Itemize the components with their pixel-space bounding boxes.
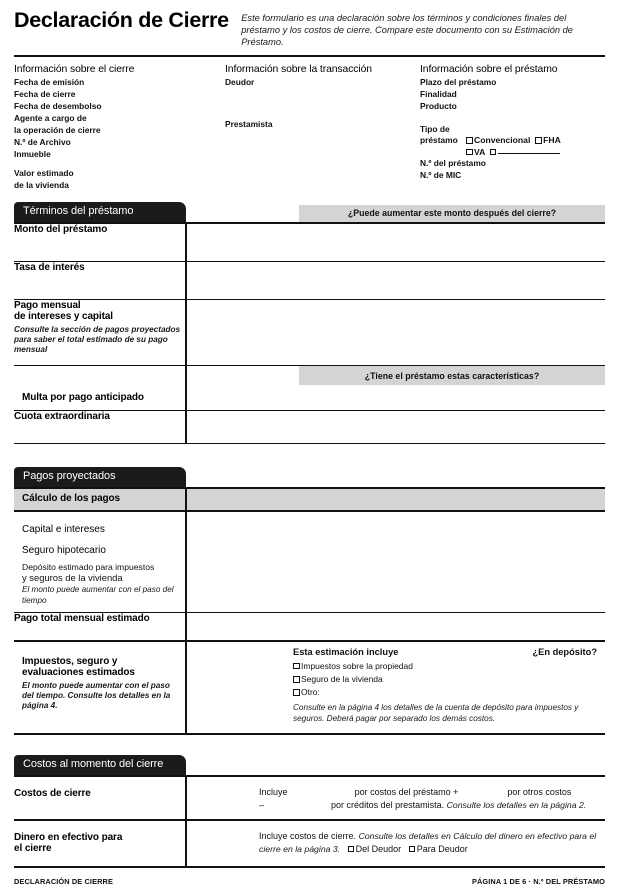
row-label-closing-costs <box>14 777 186 820</box>
table-row <box>14 366 605 411</box>
row-value-payment-components[interactable] <box>186 511 605 613</box>
document-subtitle: Este formulario es una declaración sobre los términos y condiciones finales del préstamo y los costos de cierre. Compare este documento con su Estimación de Préstamo. <box>241 13 573 48</box>
row-label-interest-rate <box>14 262 186 300</box>
row-value-cash-to-close <box>186 820 605 866</box>
row-label-payment-calculation <box>14 489 186 511</box>
closing-costs-bottom-rule <box>14 866 605 868</box>
checkbox-va-icon[interactable] <box>466 149 473 156</box>
loan-type-options-row2 <box>466 147 561 159</box>
row-value-prepayment-penalty[interactable] <box>186 366 605 411</box>
label-text: Tasa de interés <box>14 262 85 274</box>
label-text: Cuota extraordinaria <box>14 411 110 423</box>
table-row <box>14 777 605 820</box>
section-tab-projected-payments: Pagos proyectados <box>14 467 186 487</box>
table-row <box>14 613 605 641</box>
section-projected-payments <box>14 466 605 735</box>
loan-terms-table <box>14 224 605 443</box>
text-see-page-3: Consulte los detalles en Cálculo del dinero en efectivo para el cierre en la página 3. <box>259 830 597 854</box>
loan-type-label <box>420 124 466 147</box>
field-fecha-emision: Fecha de emisión <box>14 77 85 88</box>
spacer <box>225 89 420 119</box>
text-incluye: Incluye <box>259 786 288 797</box>
info-column-closing <box>14 64 225 191</box>
field-inmueble: Inmueble <box>14 148 51 159</box>
checkbox-other[interactable] <box>293 686 597 699</box>
checkbox-property-taxes[interactable] <box>293 660 597 673</box>
option-convencional: Convencional <box>474 135 531 145</box>
checkbox-other-icon[interactable] <box>293 689 300 696</box>
checkbox-homeowners-insurance[interactable] <box>293 673 597 686</box>
field-prestamista: Prestamista <box>225 119 273 130</box>
label-taxes-line1: Impuestos, seguro y <box>22 655 118 667</box>
label-escrow-note: El monto puede aumentar con el paso del tiempo <box>22 585 174 605</box>
field-plazo-prestamo: Plazo del préstamo <box>420 77 497 88</box>
row-value-total-monthly[interactable] <box>186 613 605 641</box>
label-escrow-line1: Depósito estimado para impuestos <box>22 561 155 572</box>
section-spacer <box>14 444 605 466</box>
text-other-costs: por otros costos <box>507 786 572 797</box>
row-value-taxes-insurance <box>186 641 605 733</box>
page-footer <box>14 868 605 886</box>
label-to-borrower: Para Deudor <box>416 843 468 854</box>
field-producto: Producto <box>420 101 457 112</box>
closing-costs-header <box>14 754 605 775</box>
label-from-borrower: Del Deudor <box>355 843 402 854</box>
table-row <box>14 511 605 613</box>
row-value-closing-costs <box>186 777 605 820</box>
info-columns <box>14 57 605 191</box>
info-column-loan <box>420 64 605 191</box>
row-label-loan-amount <box>14 224 186 262</box>
projected-payments-header <box>14 466 605 487</box>
section-tab-closing-costs: Costos al momento del cierre <box>14 755 186 775</box>
section-spacer <box>14 735 605 754</box>
label-taxes-note: El monto puede aumentar con el paso del tiempo. Consulte los detalles en la página 4. <box>22 680 171 710</box>
cash-to-close-detail <box>187 830 597 856</box>
field-deudor: Deudor <box>225 77 255 88</box>
field-operacion-cierre: la operación de cierre <box>14 124 101 135</box>
info-transaction-heading: Información sobre la transacción <box>225 64 372 76</box>
loan-terms-header <box>14 201 605 222</box>
field-valor-estimado-l1: Valor estimado <box>14 167 74 178</box>
spacer <box>420 113 605 124</box>
label-text-line1: Pago mensual <box>14 300 81 312</box>
closing-costs-detail <box>187 786 597 812</box>
banner-loan-features: ¿Tiene el préstamo estas características? <box>299 366 605 385</box>
field-numero-archivo: N.º de Archivo <box>14 136 71 147</box>
info-closing-heading: Información sobre el cierre <box>14 64 135 76</box>
field-fecha-cierre: Fecha de cierre <box>14 89 76 100</box>
checkbox-from-borrower-icon[interactable] <box>348 846 355 853</box>
checkbox-convencional-icon[interactable] <box>466 137 473 144</box>
label-text-line2: el cierre <box>14 842 52 854</box>
projected-payments-table <box>14 489 605 733</box>
escrow-footnote: Consulte en la página 4 los detalles de la cuenta de depósito para impuestos y seguros. Deberá pagar por separado los demás costos. <box>293 703 579 723</box>
title-block <box>14 0 605 48</box>
section-loan-terms <box>14 201 605 444</box>
table-row <box>14 411 605 443</box>
loan-type-options <box>466 124 561 158</box>
label-in-escrow: ¿En depósito? <box>532 646 597 657</box>
loan-type-row <box>420 124 605 158</box>
option-fha: FHA <box>543 135 561 145</box>
checkbox-label: Otro: <box>301 687 320 698</box>
escrow-heading-row <box>293 647 597 660</box>
closing-costs-line2 <box>259 799 597 812</box>
field-numero-prestamo: N.º del préstamo <box>420 158 486 169</box>
label-principal-interest: Capital e intereses <box>22 523 105 535</box>
row-label-cash-to-close <box>14 820 186 866</box>
loan-terms-bottom-rule <box>14 443 605 444</box>
closing-costs-line1 <box>259 786 597 799</box>
table-row <box>14 641 605 733</box>
row-label-monthly-payment <box>14 300 186 366</box>
field-valor-estimado-l2: de la vivienda <box>14 179 69 190</box>
checkbox-label: Seguro de la vivienda <box>301 674 383 684</box>
closing-costs-table <box>14 777 605 866</box>
row-label-balloon-payment <box>14 411 186 443</box>
checkbox-fha-icon[interactable] <box>535 137 542 144</box>
text-see-page-2: Consulte los detalles en la página 2. <box>446 799 587 810</box>
row-label-total-monthly <box>14 613 186 641</box>
row-label-prepayment-penalty <box>14 366 186 411</box>
field-fecha-desembolso: Fecha de desembolso <box>14 101 102 112</box>
table-row <box>14 224 605 262</box>
section-tab-loan-terms: Términos del préstamo <box>14 202 186 222</box>
text-loan-costs: por costos del préstamo + <box>354 786 459 797</box>
checkbox-other-icon[interactable] <box>490 149 497 156</box>
row-label-payment-components <box>14 511 186 613</box>
row-value-monthly-payment[interactable] <box>186 300 605 366</box>
footer-right: PÁGINA 1 DE 6 · N.º DEL PRÉSTAMO <box>471 876 605 886</box>
table-row <box>14 820 605 866</box>
row-value-balloon-payment[interactable] <box>186 411 605 443</box>
loan-type-label-line2: préstamo <box>420 135 458 146</box>
label-note: Consulte la sección de pagos proyectados para saber el total estimado de su pago mensual <box>14 325 181 355</box>
label-taxes-line2: evaluaciones estimados <box>22 666 135 678</box>
table-row <box>14 262 605 300</box>
checkbox-property-taxes-icon[interactable] <box>293 663 300 670</box>
label-mortgage-insurance: Seguro hipotecario <box>22 544 106 556</box>
row-label-taxes-insurance <box>14 641 186 733</box>
info-column-transaction <box>225 64 420 191</box>
loan-type-options-row1 <box>466 135 561 147</box>
field-agente-cargo: Agente a cargo de <box>14 113 87 123</box>
projected-payments-bottom-rule <box>14 733 605 735</box>
checkbox-to-borrower-icon[interactable] <box>409 846 416 853</box>
label-text: Monto del préstamo <box>14 223 108 235</box>
text-includes-closing-costs: Incluye costos de cierre. <box>259 830 357 841</box>
option-va: VA <box>474 146 485 157</box>
row-value-payment-calculation[interactable] <box>186 489 605 511</box>
checkbox-homeowners-insurance-icon[interactable] <box>293 676 300 683</box>
row-value-loan-amount[interactable] <box>186 224 605 262</box>
footer-left: DECLARACIÓN DE CIERRE <box>14 876 114 886</box>
label-escrow-line2: y seguros de la vivienda <box>22 572 123 584</box>
label-text-line2: de intereses y capital <box>14 311 113 323</box>
section-closing-costs <box>14 754 605 868</box>
label-text-line1: Dinero en efectivo para <box>14 831 123 843</box>
field-finalidad: Finalidad <box>420 89 457 100</box>
field-numero-mic: N.º de MIC <box>420 170 462 181</box>
label-text: Cálculo de los pagos <box>22 492 121 504</box>
label-text: Pago total mensual estimado <box>14 613 150 625</box>
page-title: Declaración de Cierre <box>14 8 229 32</box>
escrow-detail-block <box>187 647 597 725</box>
info-loan-heading: Información sobre el préstamo <box>420 64 558 76</box>
loan-type-label-line1: Tipo de <box>420 124 450 134</box>
spacer <box>14 161 225 168</box>
table-row <box>14 489 605 511</box>
label-estimate-includes: Esta estimación incluye <box>293 646 399 657</box>
text-lender-credits: por créditos del prestamista. <box>331 799 445 810</box>
option-other-blank[interactable] <box>498 153 560 154</box>
label-text: Multa por pago anticipado <box>22 392 144 404</box>
text-dash: – <box>259 799 265 810</box>
banner-can-increase: ¿Puede aumentar este monto después del cierre? <box>299 205 605 222</box>
label-text: Costos de cierre <box>14 787 91 799</box>
table-row <box>14 300 605 366</box>
row-value-interest-rate[interactable] <box>186 262 605 300</box>
checkbox-label: Impuestos sobre la propiedad <box>301 660 413 671</box>
